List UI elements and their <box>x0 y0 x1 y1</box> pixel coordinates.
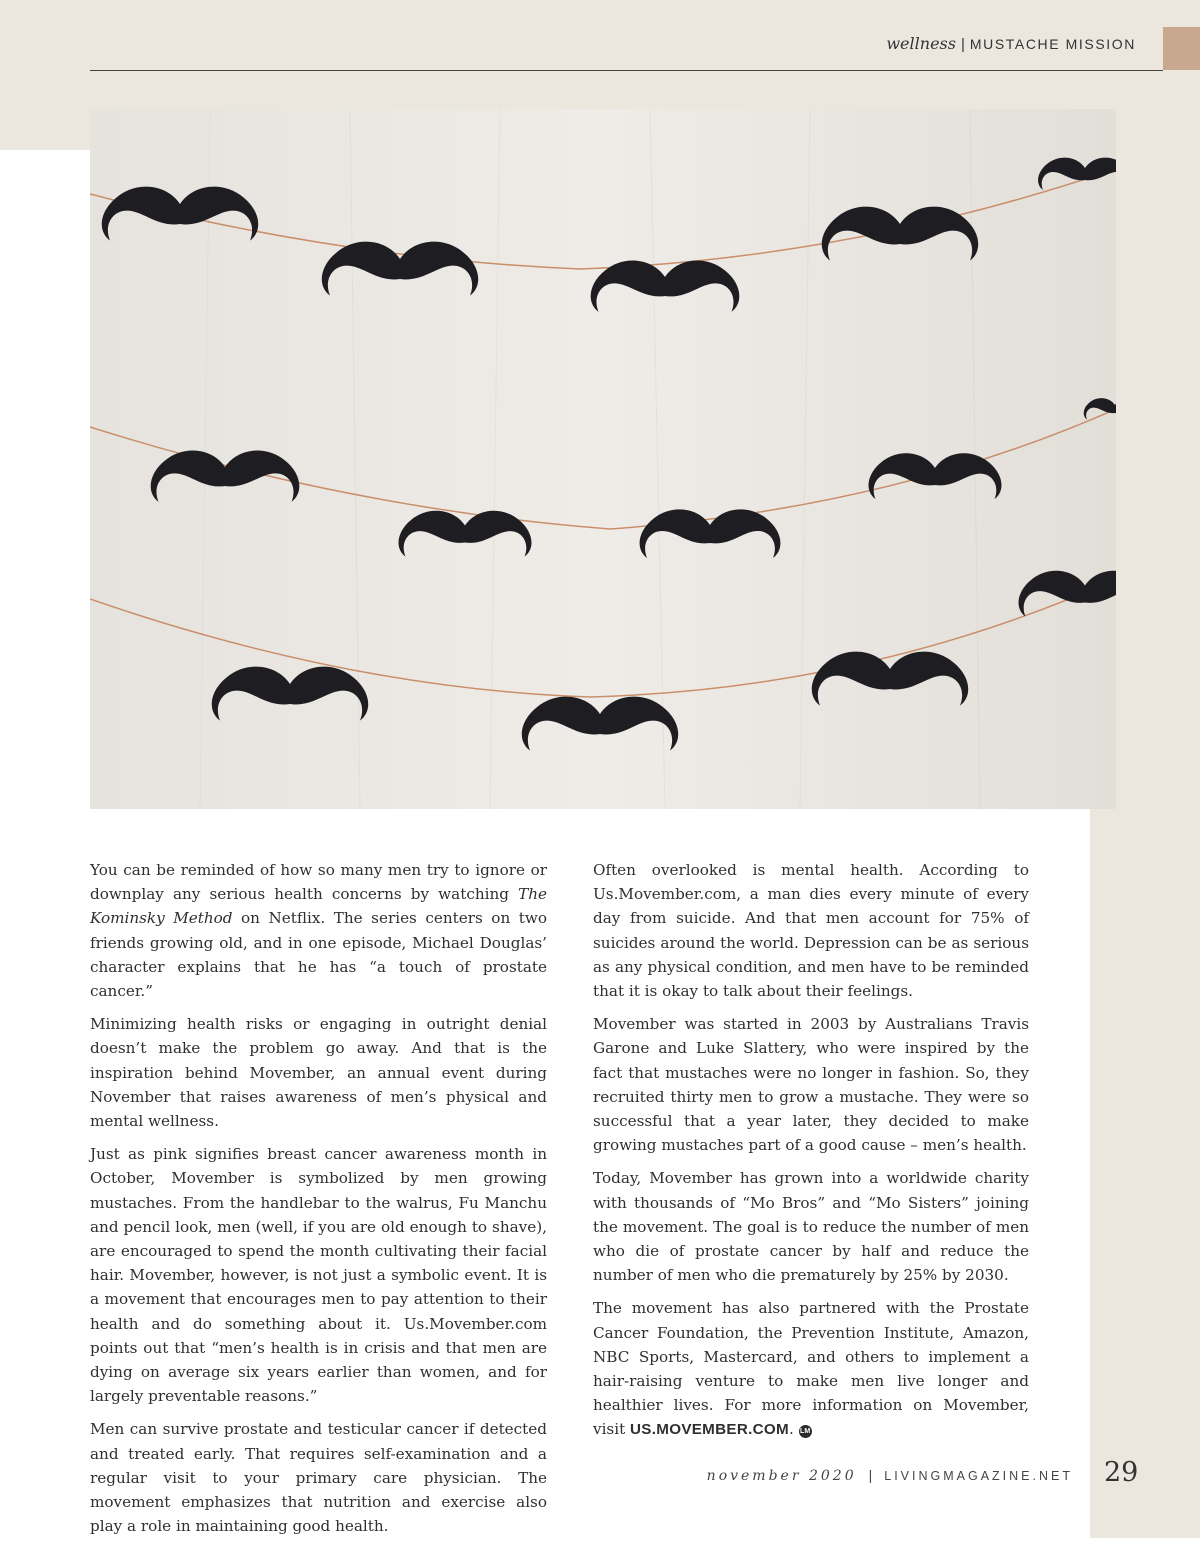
article-column-left <box>90 858 547 1547</box>
end-of-article-icon: LM <box>799 1425 812 1438</box>
header-rule <box>90 70 1163 71</box>
running-header <box>886 34 1136 53</box>
header-topic: MUSTACHE MISSION <box>969 36 1136 52</box>
section-name: wellness <box>886 34 956 53</box>
movember-link[interactable]: US.MOVEMBER.COM <box>630 1421 789 1439</box>
paragraph: Often overlooked is mental health. According to Us.Movember.com, a man dies every minute of every day from suicide. And that men account for 75% of suicides around the world. Depression can be as serious as any physical condition, and men have to be reminded that it is okay to talk about their feelings. <box>593 861 1029 1001</box>
paragraph-text: You can be reminded of how so many men try to ignore or downplay any serious health concerns by watching <box>90 861 547 904</box>
article-column-right <box>593 858 1029 1452</box>
paragraph: Just as pink signifies breast cancer awareness month in October, Movember is symbolized by men growing mustaches. From the handlebar to the walrus, Fu Manchu and pencil look, men (well, if you are old enough to shave), are encouraged to spend the month cultivating their facial hair. Movember, however, is not just a symbolic event. It is a movement that encourages men to pay attention to their health and do something about it. Us.Movember.com points out that “men’s health is in crisis and that men are dying on average six years earlier than women, and for largely preventable reasons.” <box>90 1145 547 1406</box>
paragraph: Minimizing health risks or engaging in outright denial doesn’t make the problem go away. And that is the inspiration behind Movember, an annual event during November that raises awareness of men’s physical and mental wellness. <box>90 1015 547 1131</box>
mustache-garland-image <box>90 109 1116 809</box>
paragraph: Today, Movember has grown into a worldwide charity with thousands of “Mo Bros” and “Mo Sisters” joining the movement. The goal is to reduce the number of men who die of prostate cancer by half and reduce the number of men who die prematurely by 25% by 2030. <box>593 1169 1029 1285</box>
paragraph <box>593 1296 1029 1442</box>
link-punctuation: . <box>788 1420 794 1439</box>
paragraph-text: The movement has also partnered with the Prostate Cancer Foundation, the Prevention Institute, Amazon, NBC Sports, Mastercard, and others to implement a hair-raising venture to make men live longer and healthier lives. For more information on Movember, visit <box>593 1299 1029 1439</box>
page-number: 29 <box>1104 1457 1139 1488</box>
issue-date: november 2020 <box>706 1468 857 1484</box>
section-tab <box>1163 27 1200 70</box>
hero-photo <box>90 109 1116 809</box>
website[interactable]: LIVINGMAGAZINE.NET <box>884 1469 1073 1483</box>
footer-separator: | <box>868 1467 873 1483</box>
header-separator: | <box>960 36 965 53</box>
paragraph: Men can survive prostate and testicular cancer if detected and treated early. That requires self-examination and a regular visit to your primary care physician. The movement emphasizes that nutrition and exercise also play a role in maintaining good health. <box>90 1420 547 1536</box>
show-title: The Kominsky Method <box>90 885 547 928</box>
page-footer <box>707 1467 1073 1484</box>
paragraph <box>90 858 547 1003</box>
paragraph-text: on Netflix. The series centers on two friends growing old, and in one episode, Michael Douglas’ character explains that he has “a touch of prostate cancer.” <box>90 909 547 1001</box>
paragraph: Movember was started in 2003 by Australians Travis Garone and Luke Slattery, who were inspired by the fact that mustaches were no longer in fashion. So, they recruited thirty men to grow a mustache. They were so successful that a year later, they decided to make growing mustaches part of a good cause – men’s health. <box>593 1015 1029 1155</box>
